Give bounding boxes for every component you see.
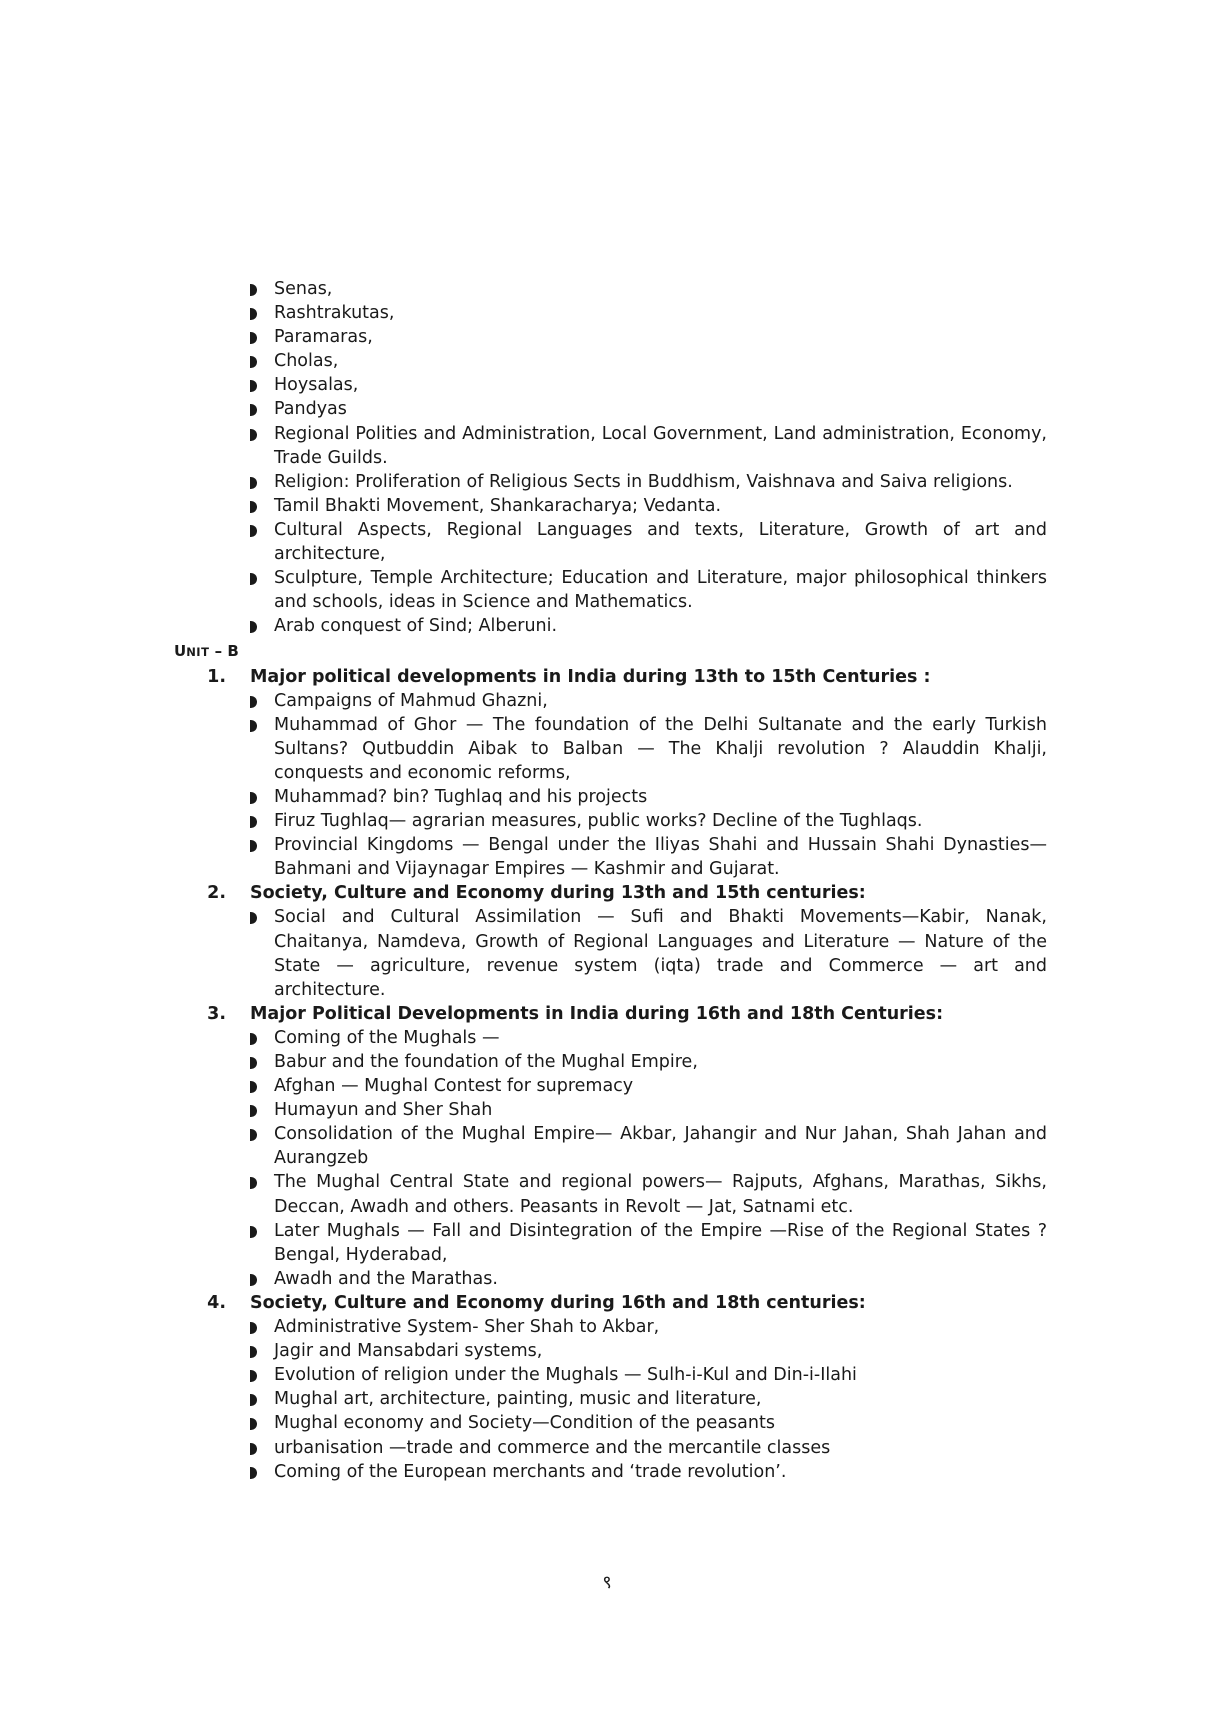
list-item-text: Evolution of religion under the Mughals — Sulh-i-Kul and Din-i-Ilahi [274,1365,857,1386]
list-item-text: Mughal economy and Society—Condition of the peasants [274,1413,775,1434]
intro-bullet-list [174,277,1047,638]
section-heading [174,665,1047,689]
list-item-text: The Mughal Central State and regional powers— Rajputs, Afghans, Marathas, Sikhs, Deccan, Awadh and others. Peasants in Revolt — Jat, Satnami etc. [274,1172,1047,1217]
bullet-icon [250,573,257,585]
bullet-icon [250,1226,257,1238]
list-item [250,1219,1047,1267]
list-item-text: Arab conquest of Sind; Alberuni. [274,616,558,637]
bullet-icon [250,356,257,368]
section-bullet-list [174,689,1047,882]
list-item-text: Administrative System- Sher Shah to Akbar, [274,1317,660,1338]
list-item-text: Muhammad? bin? Tughlaq and his projects [274,786,648,807]
list-item [250,1363,1047,1387]
unit-suffix: – B [209,642,239,661]
section-bullet-list [174,1315,1047,1484]
bullet-icon [250,284,257,296]
bullet-icon [250,308,257,320]
list-item [250,1074,1047,1098]
bullet-icon [250,1370,257,1382]
bullet-icon [250,621,257,633]
list-item-text: Mughal art, architecture, painting, music and literature, [274,1389,762,1410]
list-item-text: Campaigns of Mahmud Ghazni, [274,690,548,711]
section [174,881,1047,1001]
section-title: Society, Culture and Economy during 13th and 15th centuries: [250,883,866,904]
bullet-icon [250,404,257,416]
list-item-text: urbanisation —trade and commerce and the mercantile classes [274,1437,831,1458]
section [174,1291,1047,1484]
bullet-icon [250,429,257,441]
list-item [250,349,1047,373]
page-number: ९ [602,1572,612,1593]
list-item [250,689,1047,713]
list-item [250,809,1047,833]
syllabus-content [174,277,1047,1484]
list-item [250,325,1047,349]
list-item [250,1460,1047,1484]
list-item-text: Sculpture, Temple Architecture; Education and Literature, major philosophical thinkers and schools, ideas in Science and Mathematics. [274,568,1047,613]
list-item [250,905,1047,1001]
list-item [250,1170,1047,1218]
bullet-icon [250,1443,257,1455]
list-item-text: Jagir and Mansabdari systems, [274,1341,543,1362]
bullet-icon [250,332,257,344]
bullet-icon [250,1467,257,1479]
bullet-icon [250,696,257,708]
list-item [250,1050,1047,1074]
section-title: Major political developments in India during 13th to 15th Centuries : [250,666,931,687]
list-item-text: Cultural Aspects, Regional Languages and texts, Literature, Growth of art and architecture, [274,519,1047,565]
section-heading [174,881,1047,905]
bullet-icon [250,1394,257,1406]
unit-rest-letters: NIT [186,645,210,660]
list-item-text: Babur and the foundation of the Mughal Empire, [274,1052,698,1072]
list-item [250,1122,1047,1170]
section-number: 4. [207,1292,226,1313]
bullet-icon [250,1346,257,1358]
bullet-icon [250,1274,257,1286]
list-item-text: Coming of the European merchants and ‘trade revolution’. [274,1461,787,1482]
list-item [250,614,1047,638]
list-item-text: Hoysalas, [274,375,359,396]
list-item [250,373,1047,397]
list-item-text: Senas, [274,279,333,299]
list-item [250,301,1047,325]
list-item [250,785,1047,809]
section-bullet-list [174,1026,1047,1291]
section-title: Society, Culture and Economy during 16th and 18th centuries: [250,1292,866,1313]
bullet-icon [250,912,257,924]
section-number: 2. [207,883,226,904]
unit-sections [174,665,1047,1484]
list-item-text: Cholas, [274,351,339,372]
section [174,1002,1047,1291]
section-heading [174,1002,1047,1026]
list-item [250,1387,1047,1411]
list-item [250,1436,1047,1460]
list-item [250,1098,1047,1122]
bullet-icon [250,1033,257,1045]
list-item [250,1315,1047,1339]
list-item-text: Provincial Kingdoms — Bengal under the Iliyas Shahi and Hussain Shahi Dynasties—Bahmani and Vijaynagar Empires — Kashmir and Gujarat. [274,835,1047,880]
list-item-text: Firuz Tughlaq— agrarian measures, public works? Decline of the Tughlaqs. [274,811,923,832]
list-item [250,1339,1047,1363]
bullet-icon [250,840,257,852]
list-item [250,1026,1047,1050]
section-title: Major Political Developments in India during 16th and 18th Centuries: [250,1003,944,1024]
list-item-text: Tamil Bhakti Movement, Shankaracharya; Vedanta. [274,495,722,516]
section-number: 3. [207,1003,226,1024]
list-item [250,494,1047,518]
bullet-icon [250,1081,257,1093]
list-item-text: Regional Polities and Administration, Local Government, Land administration, Economy, Trade Guilds. [274,423,1047,468]
bullet-icon [250,477,257,489]
bullet-icon [250,1129,257,1141]
list-item-text: Afghan — Mughal Contest for supremacy [274,1076,634,1097]
bullet-icon [250,720,257,732]
list-item [250,713,1047,785]
list-item-text: Consolidation of the Mughal Empire— Akbar, Jahangir and Nur Jahan, Shah Jahan and Aurangzeb [274,1124,1047,1169]
list-item [250,397,1047,421]
bullet-icon [250,1057,257,1069]
section-number: 1. [207,666,226,687]
list-item-text: Muhammad of Ghor — The foundation of the Delhi Sultanate and the early Turkish Sultans? Qutbuddin Aibak to Balban — The Khalji revolution ? Alauddin Khalji, conquests and economic reforms, [274,714,1047,783]
list-item-text: Social and Cultural Assimilation — Sufi and Bhakti Movements—Kabir, Nanak, Chaitanya, Namdeva, Growth of Regional Languages and Literature — Nature of the State — agriculture, revenue system (iqta) trade and Commerce — art and architecture. [274,907,1047,1000]
list-item [250,470,1047,494]
section [174,665,1047,882]
list-item [250,518,1047,566]
list-item [250,1411,1047,1435]
list-item-text: Rashtrakutas, [274,303,395,324]
list-item-text: Pandyas [274,399,347,420]
list-item [250,833,1047,881]
bullet-icon [250,792,257,804]
list-item [250,566,1047,614]
list-item-text: Later Mughals — Fall and Disintegration of the Empire —Rise of the Regional States ? Bengal, Hyderabad, [274,1220,1047,1265]
bullet-icon [250,1322,257,1334]
bullet-icon [250,380,257,392]
bullet-icon [250,1418,257,1430]
bullet-icon [250,525,257,537]
unit-first-letter: U [174,642,187,661]
bullet-icon [250,1177,257,1189]
bullet-icon [250,501,257,513]
bullet-icon [250,1105,257,1117]
section-heading [174,1291,1047,1315]
list-item-text: Awadh and the Marathas. [274,1268,498,1289]
list-item [250,422,1047,470]
unit-heading [174,638,1047,664]
list-item-text: Coming of the Mughals — [274,1027,500,1048]
list-item-text: Religion: Proliferation of Religious Sects in Buddhism, Vaishnava and Saiva religions. [274,471,1013,492]
list-item-text: Humayun and Sher Shah [274,1100,493,1121]
list-item [250,1267,1047,1291]
section-bullet-list [174,905,1047,1001]
list-item [250,277,1047,301]
bullet-icon [250,816,257,828]
list-item-text: Paramaras, [274,327,373,348]
